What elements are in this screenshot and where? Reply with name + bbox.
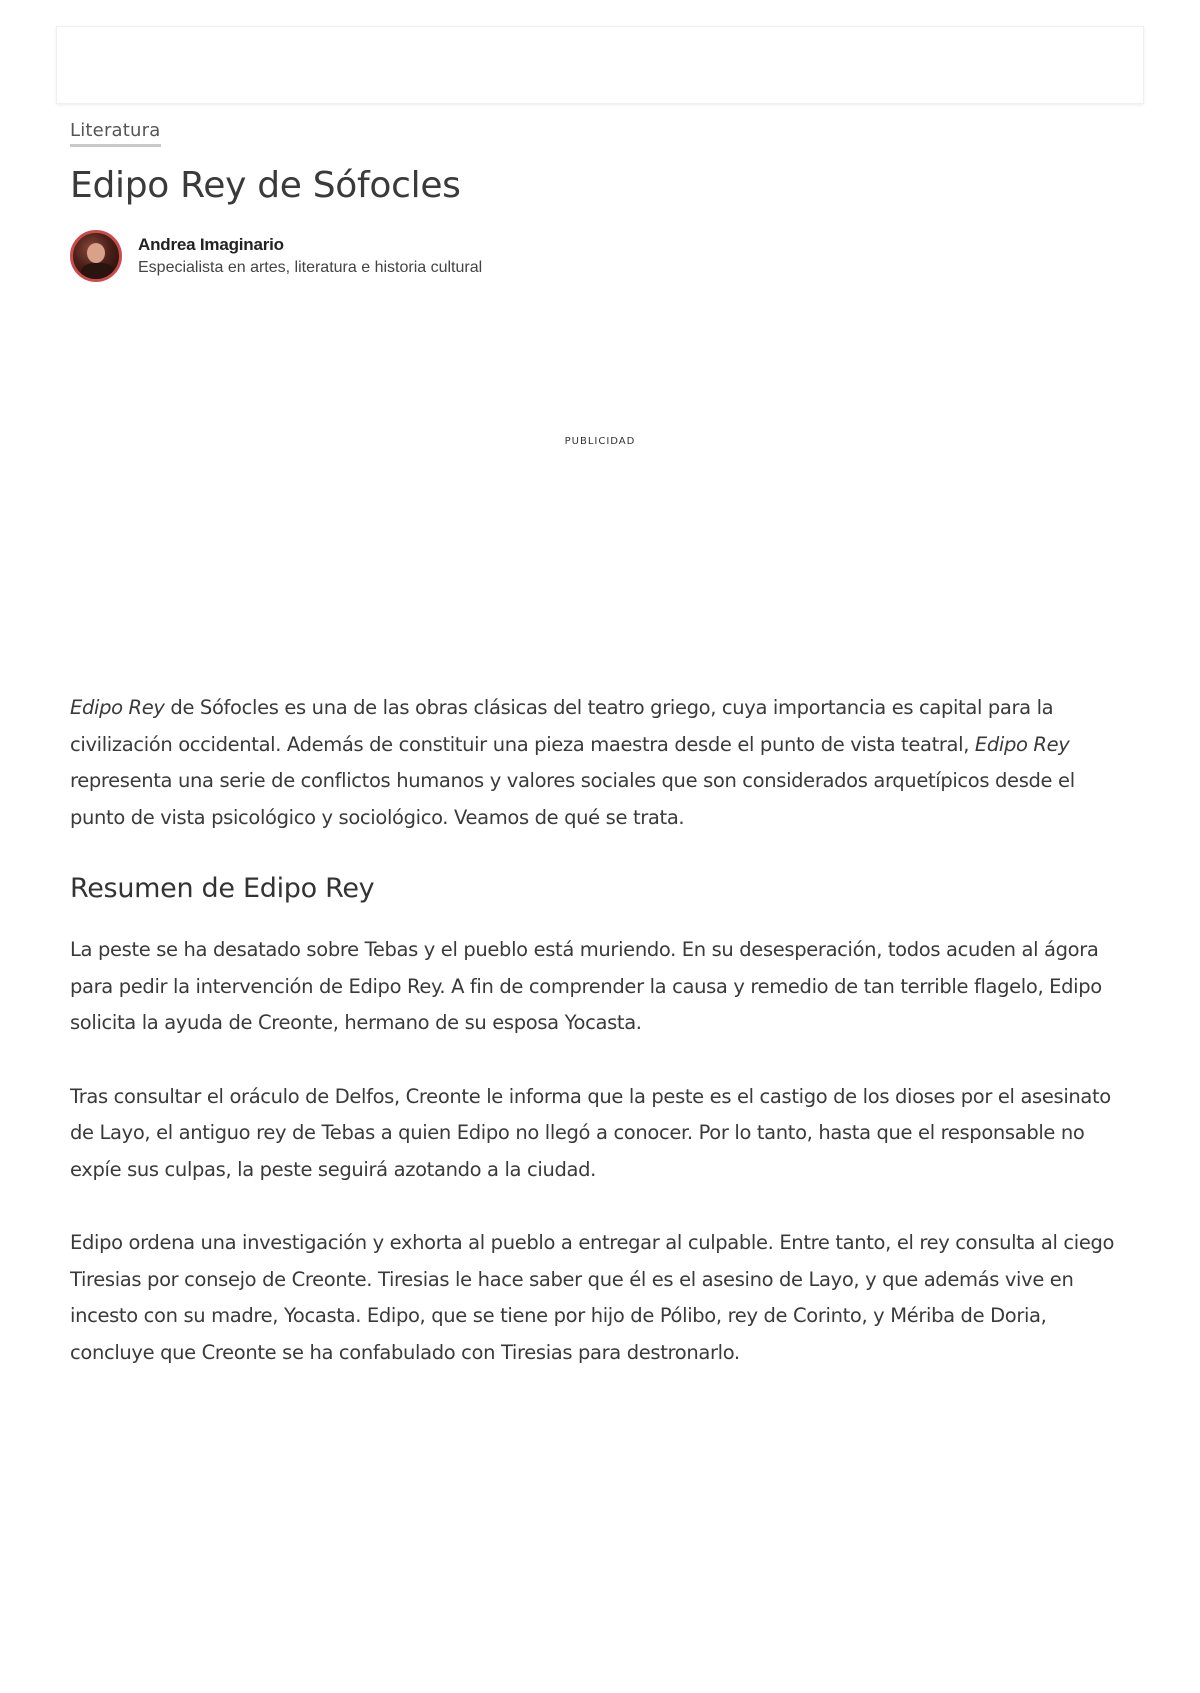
article-container bbox=[70, 120, 1130, 1364]
intro-paragraph bbox=[70, 690, 1130, 836]
ad-label: PUBLICIDAD bbox=[564, 436, 636, 447]
intro-text-2: representa una serie de conflictos humanos y valores sociales que son considerados arquetípicos desde el punto de vista psicológico y sociológico. Veamos de qué se trata. bbox=[70, 769, 1075, 829]
author-name[interactable]: Andrea Imaginario bbox=[138, 235, 284, 254]
article-body bbox=[70, 690, 1130, 1408]
author-avatar[interactable] bbox=[70, 230, 122, 282]
section-heading: Resumen de Edipo Rey bbox=[70, 873, 375, 904]
summary-paragraph-2: Tras consultar el oráculo de Delfos, Creonte le informa que la peste es el castigo de los dioses por el asesinato de Layo, el antiguo rey de Tebas a quien Edipo no llegó a conocer. Por lo tanto, hasta que el responsable no expíe sus culpas, la peste seguirá azotando a la ciudad. bbox=[70, 1084, 1111, 1181]
category-link[interactable]: Literatura bbox=[70, 120, 161, 147]
author-info bbox=[138, 235, 482, 277]
top-ad-banner bbox=[56, 26, 1144, 104]
summary-paragraph-1: La peste se ha desatado sobre Tebas y el pueblo está muriendo. En su desesperación, todos acuden al ágora para pedir la intervención de Edipo Rey. A fin de comprender la causa y remedio de tan terrible flagelo, Edipo solicita la ayuda de Creonte, hermano de su esposa Yocasta. bbox=[70, 938, 1102, 1034]
intro-text-1: de Sófocles es una de las obras clásicas del teatro griego, cuya importancia es capital para la civilización occidental. Además de constituir una pieza maestra desde el punto de vista teatral, bbox=[70, 696, 1054, 756]
intro-title-italic-2: Edipo Rey bbox=[974, 732, 1070, 756]
summary-paragraph-3: Edipo ordena una investigación y exhorta al pueblo a entregar al culpable. Entre tanto, el rey consulta al ciego Tiresias por consejo de Creonte. Tiresias le hace saber que él es el asesino de Layo, y que además vive en incesto con su madre, Yocasta. Edipo, que se tiene por hijo de Pólibo, rey de Corinto, y Mériba de Doria, concluye que Creonte se ha confabulado con Tiresias para destronarlo. bbox=[70, 1231, 1115, 1364]
author-byline bbox=[70, 230, 1130, 282]
author-role: Especialista en artes, literatura e historia cultural bbox=[138, 259, 483, 276]
intro-title-italic: Edipo Rey bbox=[70, 696, 165, 719]
page-title: Edipo Rey de Sófocles bbox=[70, 165, 461, 206]
